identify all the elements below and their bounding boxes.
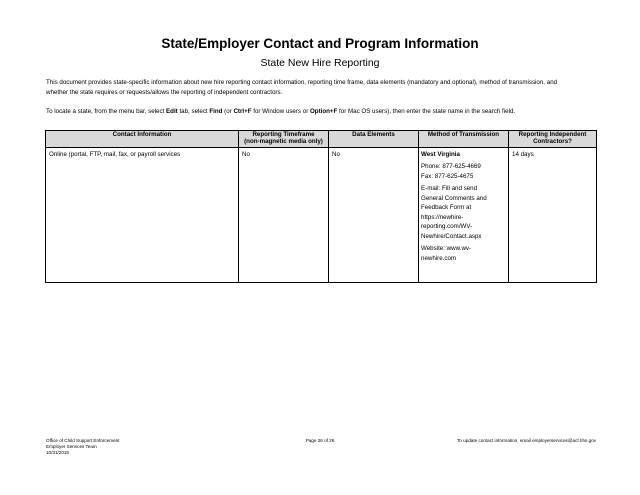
email-link[interactable]: https://newhire-	[421, 213, 464, 221]
locate-text: (or	[222, 108, 234, 115]
footer-contact: To update contact information, email employerservices@acf.hhs.gov	[457, 438, 596, 443]
email-link[interactable]: reporting.com/WV-	[421, 223, 473, 230]
header-independent	[509, 131, 597, 148]
table-row	[46, 148, 597, 283]
cell-contact: Online (portal, FTP, mail, fax, or payroll services	[46, 148, 239, 283]
state-name: West Virginia	[421, 151, 460, 158]
header-contact: Contact Information	[46, 131, 239, 148]
state-info-table	[45, 130, 597, 283]
page-number: Page 26 of 26	[305, 438, 335, 443]
email-link[interactable]: Newhire/Contact.aspx	[421, 232, 482, 240]
email-line: E-mail: Fill and send	[421, 185, 478, 192]
table-header-row	[46, 131, 597, 148]
email-line: Feedback Form at	[421, 204, 472, 211]
header-data-elements: Data Elements	[329, 131, 419, 148]
locate-text: for Window users or	[251, 108, 310, 115]
footer-date: 10/31/2015	[46, 450, 69, 455]
header-timeframe	[239, 131, 329, 148]
locate-text: To locate a state, from the menu bar, select	[46, 108, 167, 115]
locate-instructions	[46, 107, 598, 117]
document-title: State/Employer Contact and Program Information	[161, 36, 479, 51]
website-link[interactable]: Website: www.wv-	[421, 245, 472, 252]
cell-method	[419, 148, 509, 283]
header-independent-line-2: Contractors?	[533, 137, 572, 145]
find-keyword: Find	[209, 108, 223, 115]
footer-org: Office of Child Support Enforcement	[46, 438, 120, 443]
intro-line-2: whether the state requires or requests/allows the reporting of independent contractors.	[46, 89, 283, 96]
header-timeframe-line-1: Reporting Timeframe	[252, 131, 315, 138]
intro-paragraph	[46, 78, 598, 98]
intro-line-1: This document provides state-specific information about new hire reporting contact information, reporting time frame, data elements (mandatory and optional), method of transmission, and	[46, 79, 558, 86]
locate-text: for Mac OS users), then enter the state name in the search field.	[337, 108, 516, 115]
email-line: General Comments and	[421, 194, 487, 202]
cell-timeframe: No	[239, 148, 329, 283]
phone-line: Phone: 877-625-4669	[421, 163, 481, 170]
locate-text: tab, select	[177, 108, 210, 115]
cell-independent: 14 days	[509, 148, 597, 283]
header-independent-line-1: Reporting Independent	[518, 131, 587, 138]
footer-team: Employer Services Team	[46, 444, 97, 449]
website-link[interactable]: newhire.com	[421, 254, 457, 262]
ctrl-f-keyword: Ctrl+F	[233, 108, 252, 115]
fax-line: Fax: 877-625-4675	[421, 172, 474, 180]
document-subtitle: State New Hire Reporting	[260, 57, 380, 69]
cell-data-elements: No	[329, 148, 419, 283]
edit-keyword: Edit	[166, 108, 178, 115]
header-timeframe-line-2: (non-magnetic media only)	[244, 137, 323, 145]
header-method: Method of Transmission	[419, 131, 509, 148]
option-f-keyword: Option+F	[309, 108, 338, 115]
